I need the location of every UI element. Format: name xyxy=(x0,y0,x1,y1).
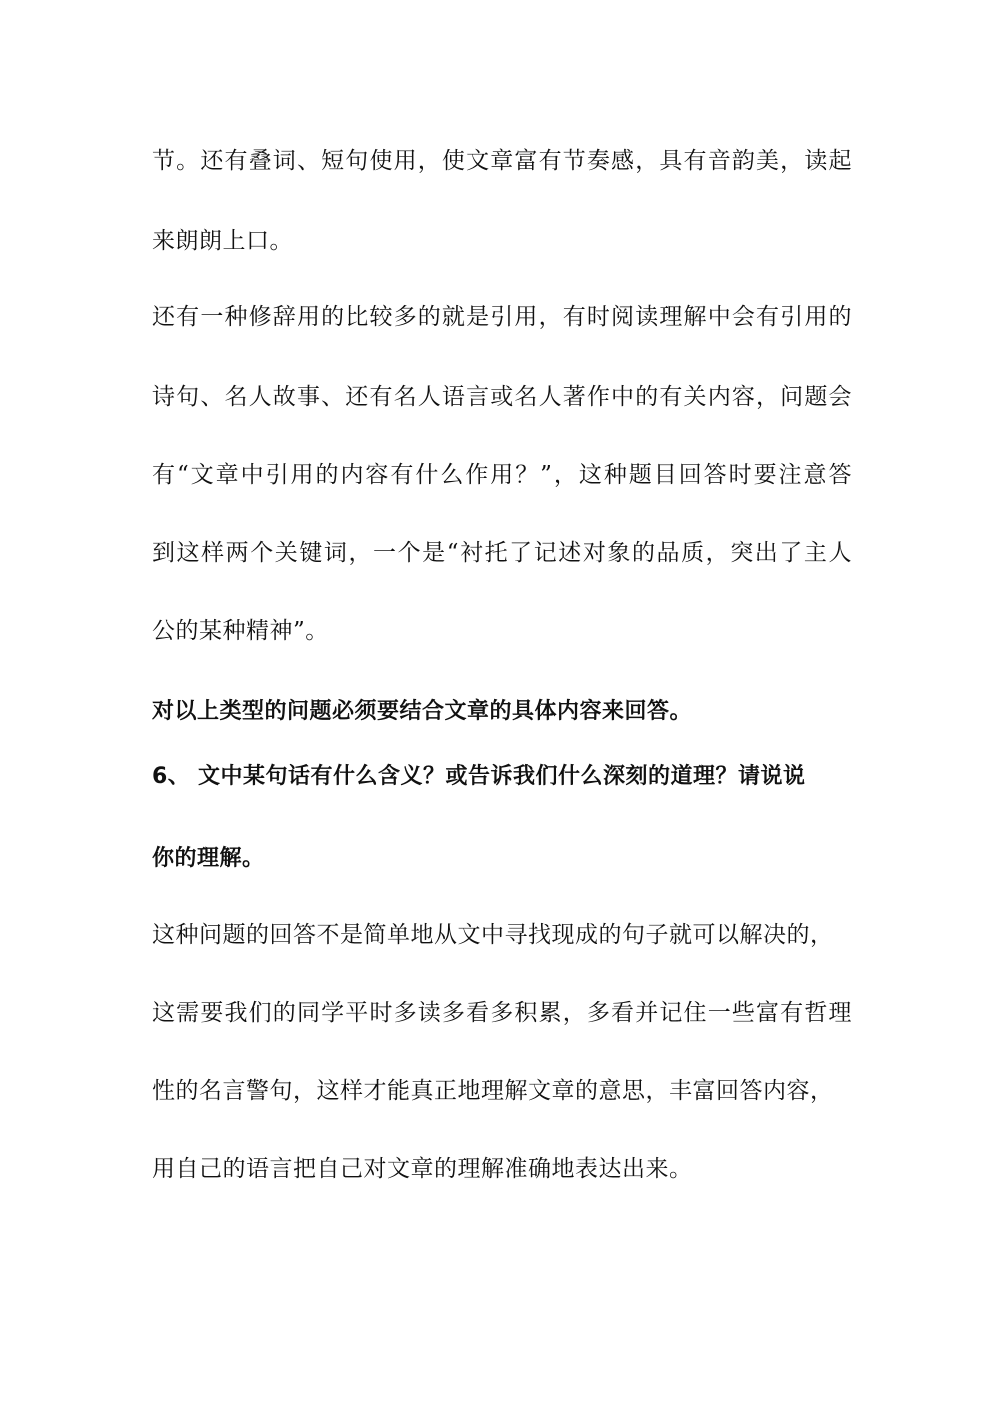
question-number: 6、 xyxy=(152,764,191,789)
paragraph-line: 公的某种精神”。 xyxy=(152,618,329,644)
question-heading-continued: 你的理解。 xyxy=(152,846,265,871)
paragraph-line: 到这样两个关键词，一个是“衬托了记述对象的品质，突出了主人 xyxy=(152,540,852,566)
paragraph-line: 来朗朗上口。 xyxy=(152,228,293,254)
answer-line: 用自己的语言把自己对文章的理解准确地表达出来。 xyxy=(152,1156,693,1182)
answer-line: 这需要我们的同学平时多读多看多积累，多看并记住一些富有哲理 xyxy=(152,1000,852,1026)
paragraph-line: 有“文章中引用的内容有什么作用？”，这种题目回答时要注意答 xyxy=(152,462,852,488)
paragraph-line: 诗句、名人故事、还有名人语言或名人著作中的有关内容，问题会 xyxy=(152,384,852,410)
answer-line: 这种问题的回答不是简单地从文中寻找现成的句子就可以解决的， xyxy=(152,922,834,948)
question-text: 文中某句话有什么含义？或告诉我们什么深刻的道理？请说说 xyxy=(198,764,806,789)
paragraph-line: 还有一种修辞用的比较多的就是引用，有时阅读理解中会有引用的 xyxy=(152,304,852,330)
paragraph-line: 节。还有叠词、短句使用，使文章富有节奏感，具有音韵美，读起 xyxy=(152,148,852,174)
question-heading xyxy=(152,762,852,792)
summary-note: 对以上类型的问题必须要结合文章的具体内容来回答。 xyxy=(152,699,693,724)
answer-line: 性的名言警句，这样才能真正地理解文章的意思，丰富回答内容， xyxy=(152,1078,834,1104)
